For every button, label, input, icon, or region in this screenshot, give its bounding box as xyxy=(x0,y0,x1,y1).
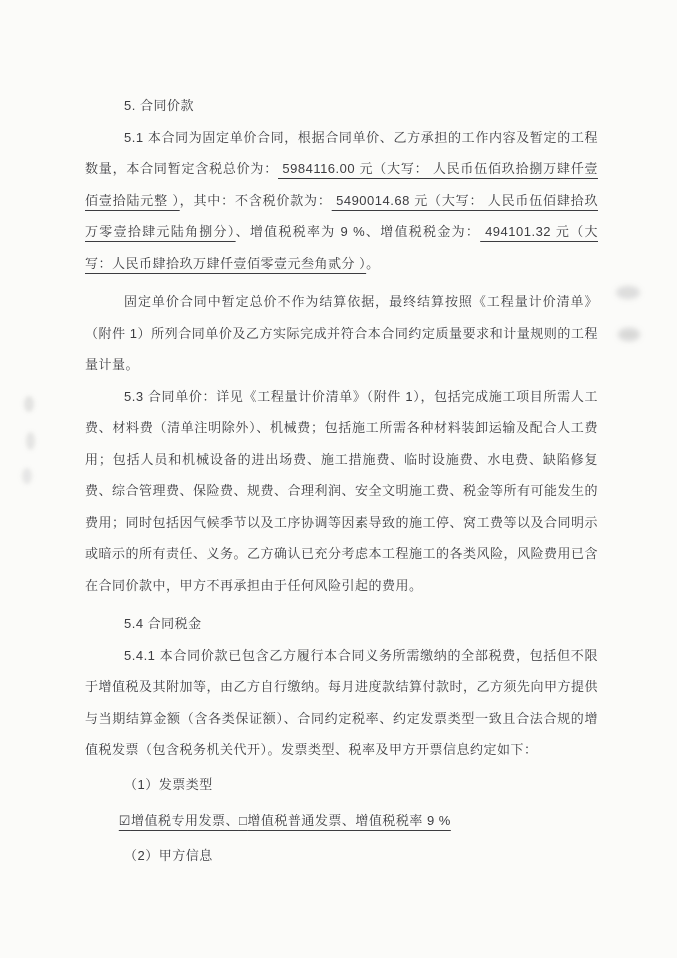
text-segment: ，其中：不含税价款为： xyxy=(179,192,332,208)
contract-text xyxy=(85,90,598,871)
clause-5-1-price xyxy=(85,122,598,280)
text-segment: 。 xyxy=(366,255,380,271)
clause-5-4-heading xyxy=(85,608,598,640)
scan-smudge xyxy=(616,286,640,299)
text-segment: 5.3 合同单价：详见《工程量计价清单》（附件 1），包括完成施工项目所需人工费、材料费（清单注明除外）、机械费；包括施工所需各种材料装卸运输及配合人工费用；包括人员和机械设备的进出场费、施工措施费、临时设施费、水电费、缺陷修复费、综合管理费、保险费、规费、合理利润、安全文明施工费、税金等所有可能发生的费用；同时包括因气候季节以及工序协调等因素导致的施工停、窝工费等以及合同明示或暗示的所有责任、义务。乙方确认已充分考虑本工程施工的各类风险，风险费用已含在合同价款中，甲方不再承担由于任何风险引起的费用。 xyxy=(85,388,599,593)
para-fixed-unit-price-settlement xyxy=(85,286,598,381)
checkbox-checked-icon: ☑ xyxy=(118,813,131,828)
invoice-special-label: 增值税专用发票、 xyxy=(130,813,239,828)
item-1-invoice-type xyxy=(85,769,598,801)
scan-edge-mark xyxy=(26,432,35,450)
invoice-type-selection xyxy=(85,805,598,837)
price-without-tax: 5490014.68 元（大写： 人民币伍佰肆拾玖万零壹拾肆元陆角捌分） xyxy=(85,192,598,239)
clause-5-3-unit-price xyxy=(85,381,598,602)
checkbox-unchecked-icon: □ xyxy=(238,813,248,828)
text-segment: 5.4.1 本合同价款已包含乙方履行本合同义务所需缴纳的全部税费，包括但不限于增值税及其附加等，由乙方自行缴纳。每月进度款结算付款时，乙方须先向甲方提供与当期结算金额（含各类保证额）、合同约定税率、约定发票类型一致且合法合规的增值税发票（包含税务机关代开）。发票类型、税率及甲方开票信息约定如下： xyxy=(85,647,599,757)
total-price-with-tax: 5984116.00 元（大写： 人民币伍佰玖拾捌万肆仟壹佰壹拾陆元整 ） xyxy=(85,161,598,208)
scan-edge-mark xyxy=(24,396,34,412)
text-segment: 5.1 本合同为固定单价合同，根据合同单价、乙方承担的工作内容及暂定的工程数量，本合同暂定含税总价为： xyxy=(85,129,598,176)
invoice-ordinary-and-rate-label: 增值税普通发票、增值税税率 9 % xyxy=(247,813,451,828)
text-segment: 、增值税税率为 9 %、增值税税金为： xyxy=(235,224,481,239)
text-segment: 5. 合同价款 xyxy=(124,98,194,113)
clause-5-4-1-tax xyxy=(85,640,598,766)
text-segment: 5.4 合同税金 xyxy=(124,616,202,631)
item-2-party-a-info xyxy=(85,840,598,872)
text-segment: 固定单价合同中暂定总价不作为结算依据，最终结算按照《工程量计价清单》（附件 1）所列合同单价及乙方实际完成并符合本合同约定质量要求和计量规则的工程量计量。 xyxy=(85,294,598,372)
text-segment: （2）甲方信息 xyxy=(124,847,213,863)
scan-edge-mark xyxy=(22,468,32,484)
clause-5-heading xyxy=(85,90,598,122)
scan-smudge xyxy=(618,328,640,341)
vat-amount: 494101.32 元（大写：人民币肆拾玖万肆仟壹佰零壹元叁角贰分 ） xyxy=(85,224,598,271)
text-segment: （1）发票类型 xyxy=(124,776,213,792)
